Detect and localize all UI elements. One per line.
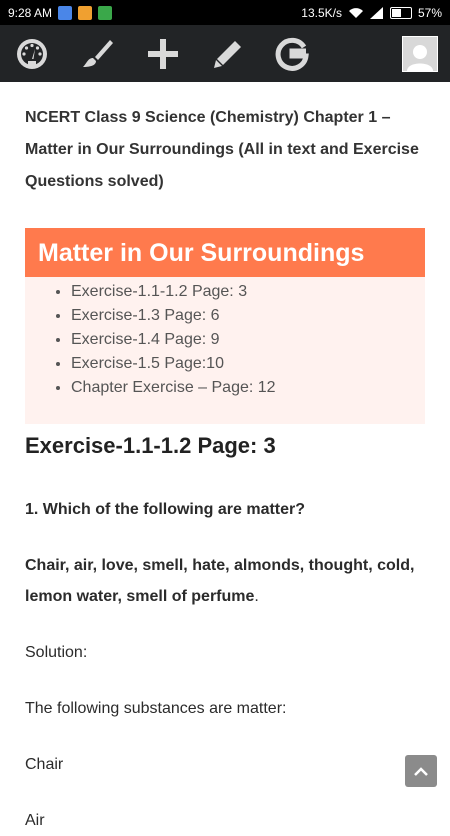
solution-intro: The following substances are matter: <box>25 700 287 717</box>
section-heading: Exercise-1.1-1.2 Page: 3 <box>25 433 276 458</box>
avatar[interactable] <box>402 36 438 72</box>
toc-link[interactable]: Exercise-1.1-1.2 Page: 3 <box>71 283 248 300</box>
mail-notification-icon <box>78 6 92 20</box>
toc-link[interactable]: Exercise-1.4 Page: 9 <box>71 331 220 348</box>
battery-percent: 57% <box>417 5 442 20</box>
toc-list <box>25 277 425 400</box>
solution-item: Chair <box>25 756 64 773</box>
chrome-notification-icon <box>58 6 72 20</box>
network-speed: 13.5K/s <box>301 5 342 20</box>
toc-item <box>71 376 425 400</box>
signal-icon <box>370 7 384 19</box>
app-notification-icon <box>98 6 112 20</box>
dashboard-icon[interactable] <box>15 37 49 71</box>
toc-header: Matter in Our Surroundings <box>25 228 425 277</box>
toc-link[interactable]: Chapter Exercise – Page: 12 <box>71 379 276 396</box>
table-of-contents <box>25 228 425 424</box>
toc-item <box>71 280 425 304</box>
google-icon[interactable] <box>275 37 309 71</box>
toc-item <box>71 328 425 352</box>
toc-item <box>71 304 425 328</box>
scroll-to-top-button[interactable] <box>405 755 437 787</box>
battery-icon <box>390 7 412 19</box>
answer-options <box>25 550 425 612</box>
toc-link[interactable]: Exercise-1.5 Page:10 <box>71 355 224 372</box>
pencil-icon[interactable] <box>211 37 245 71</box>
answer-options-text: Chair, air, love, smell, hate, almonds, thought, cold, lemon water, smell of perfume <box>25 557 415 605</box>
chevron-up-icon <box>413 765 429 777</box>
answer-options-end: . <box>254 588 259 605</box>
brush-icon[interactable] <box>80 37 114 71</box>
wifi-icon <box>348 7 364 19</box>
post-content <box>25 82 425 836</box>
plus-icon[interactable] <box>146 37 180 71</box>
top-toolbar <box>0 25 450 82</box>
question-text: 1. Which of the following are matter? <box>25 501 306 518</box>
post-title: NCERT Class 9 Science (Chemistry) Chapter 1 – Matter in Our Surroundings (All in text and Exercise Questions solved) <box>25 109 419 190</box>
solution-label: Solution: <box>25 644 88 661</box>
status-bar <box>0 0 450 25</box>
status-time: 9:28 AM <box>8 5 53 20</box>
toc-item <box>71 352 425 376</box>
toc-link[interactable]: Exercise-1.3 Page: 6 <box>71 307 220 324</box>
solution-item: Air <box>25 812 45 829</box>
